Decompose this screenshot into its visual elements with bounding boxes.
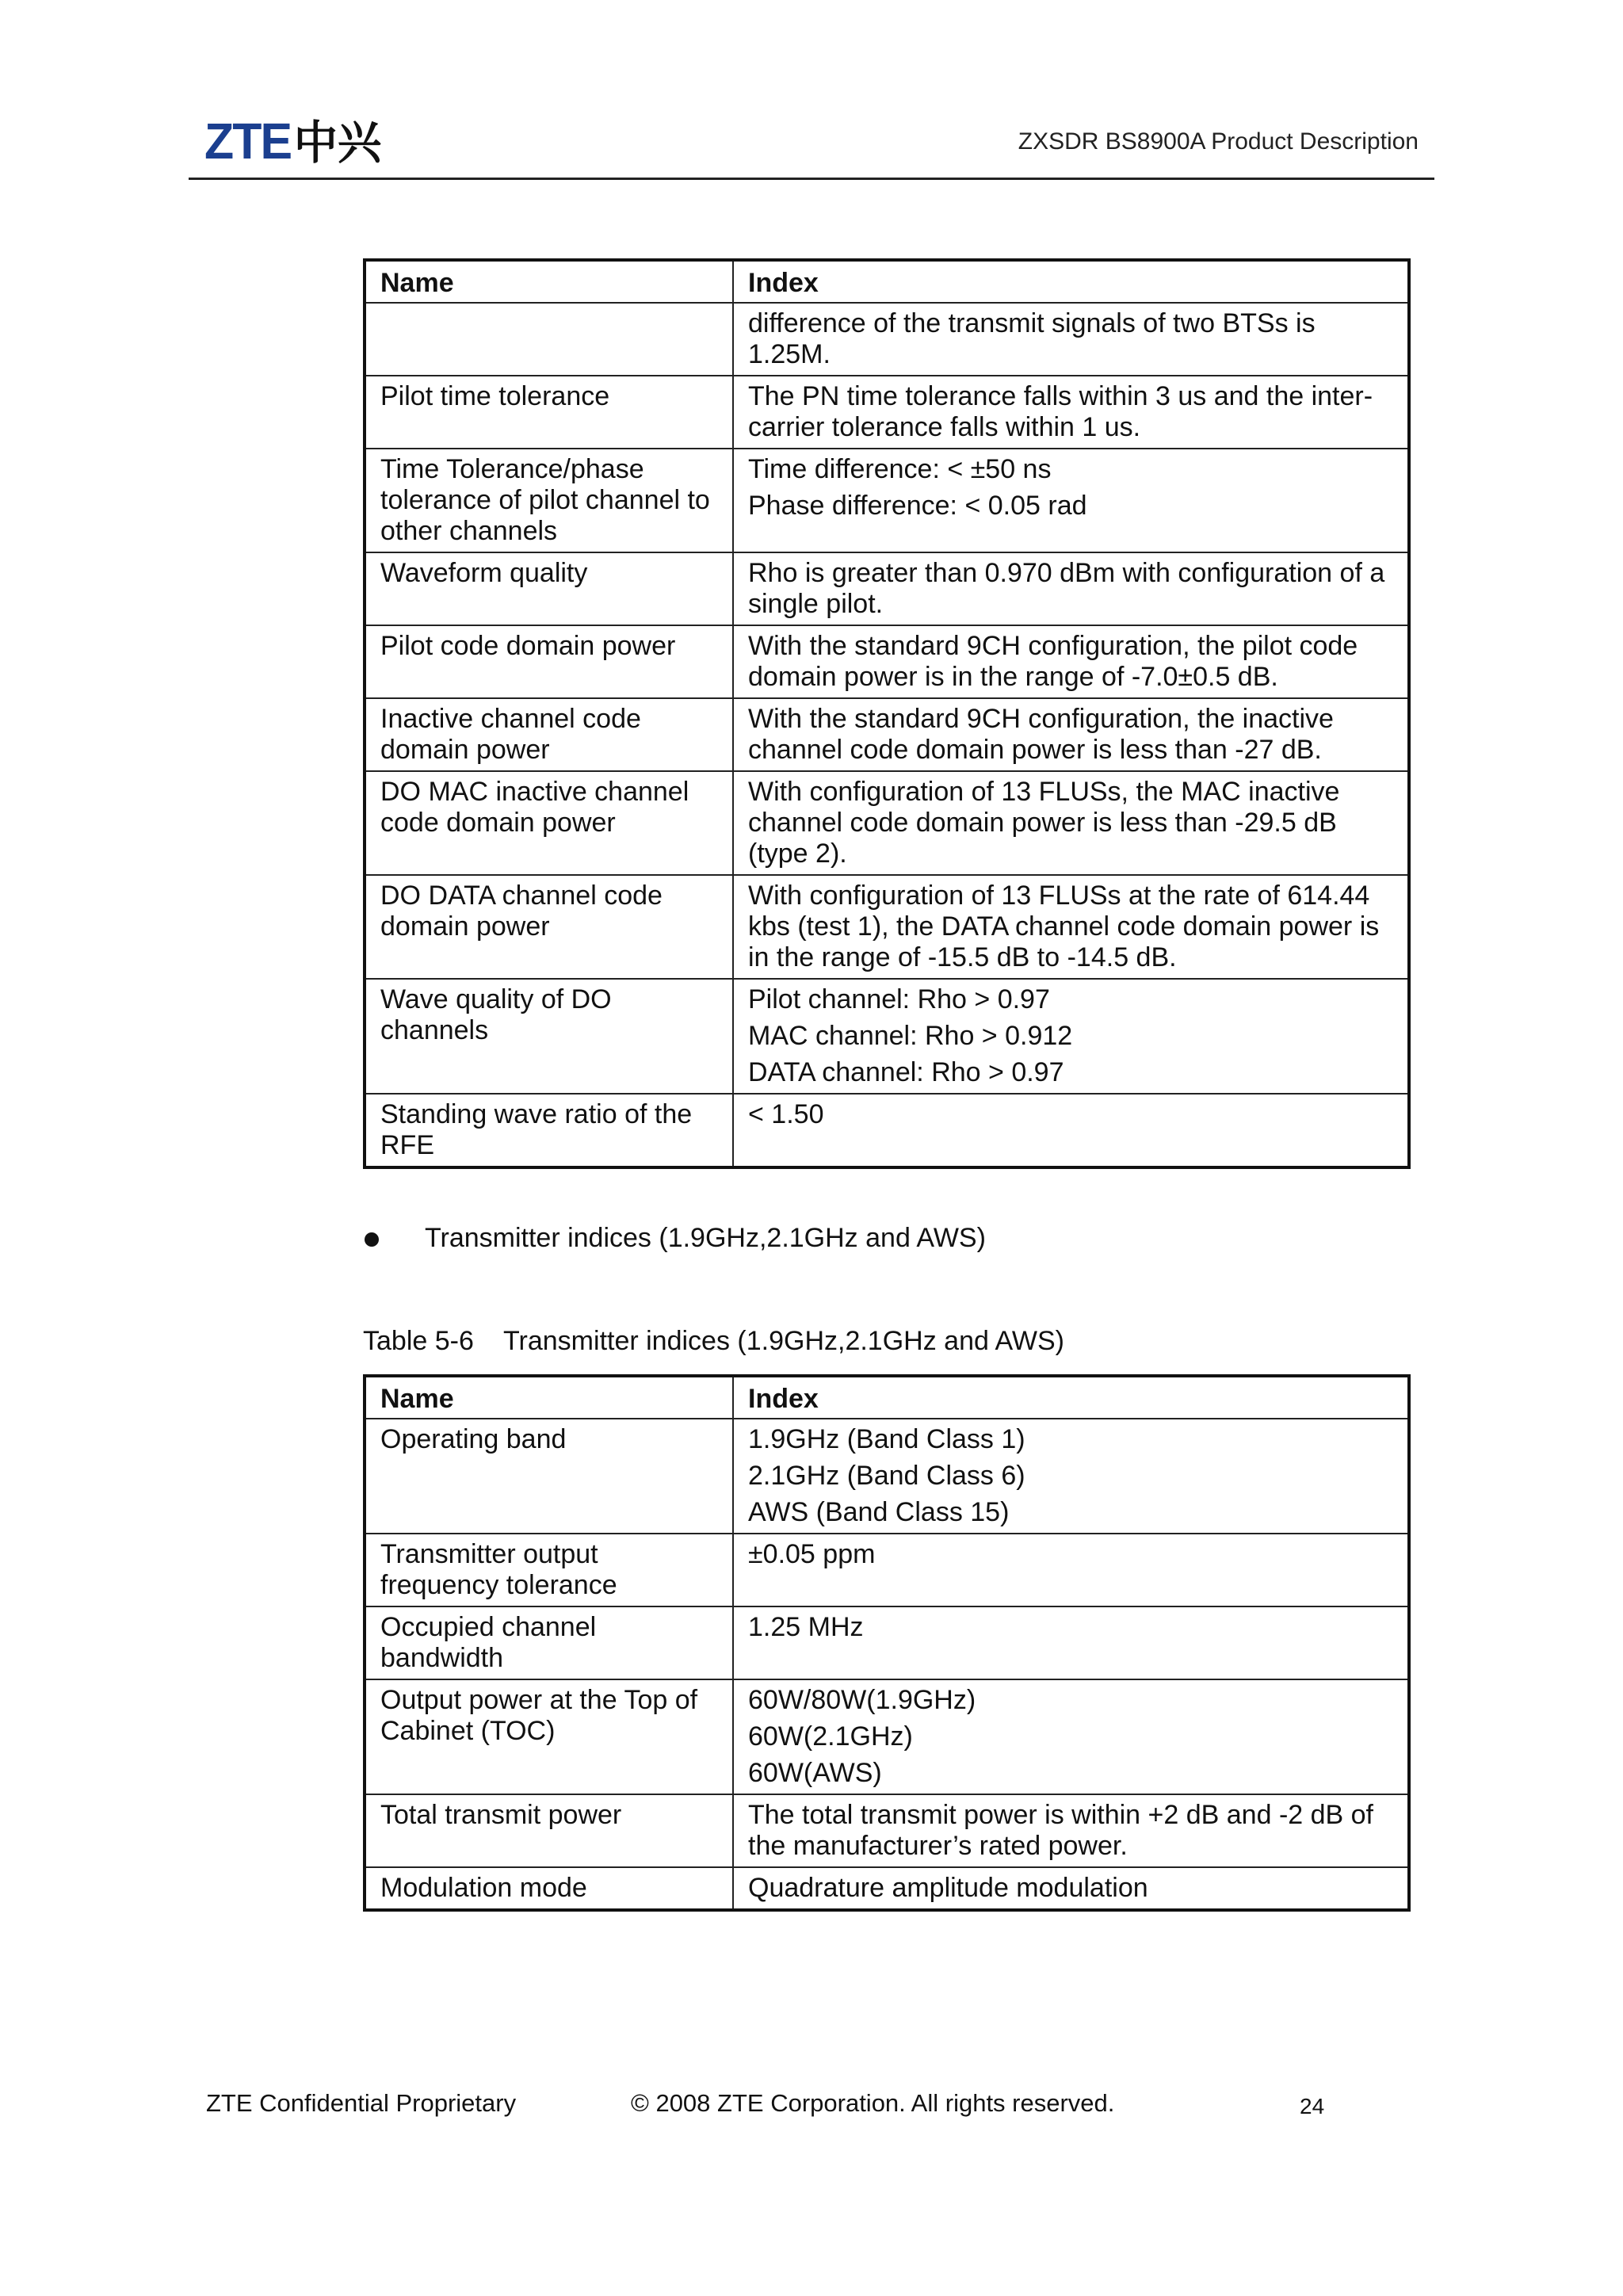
cell-index-line: Rho is greater than 0.970 dBm with configuration of a single pilot. xyxy=(748,558,1385,619)
cell-index xyxy=(733,875,1409,979)
cell-name: Output power at the Top of Cabinet (TOC) xyxy=(365,1679,733,1794)
cell-index xyxy=(733,303,1409,376)
cell-index xyxy=(733,979,1409,1094)
cell-index xyxy=(733,376,1409,449)
table-row xyxy=(365,552,1409,625)
cell-index-line: The PN time tolerance falls within 3 us and the inter-carrier tolerance falls within 1 us. xyxy=(748,381,1373,442)
column-header-name: Name xyxy=(365,1376,733,1419)
cell-name: DO MAC inactive channel code domain power xyxy=(365,771,733,875)
cell-index xyxy=(733,771,1409,875)
column-header-index: Index xyxy=(733,260,1409,303)
table-row xyxy=(365,625,1409,698)
table-row xyxy=(365,1094,1409,1167)
cell-index-line: With the standard 9CH configuration, the pilot code domain power is in the range of -7.0±0.5 dB. xyxy=(748,631,1358,692)
cell-name: Time Tolerance/phase tolerance of pilot channel to other channels xyxy=(365,449,733,552)
column-header-name: Name xyxy=(365,260,733,303)
cell-index-line: ±0.05 ppm xyxy=(748,1539,876,1569)
table-row xyxy=(365,1419,1409,1534)
table-header-row xyxy=(365,260,1409,303)
cell-name: Pilot time tolerance xyxy=(365,376,733,449)
column-header-index: Index xyxy=(733,1376,1409,1419)
footer-copyright: © 2008 ZTE Corporation. All rights reserved. xyxy=(631,2089,1115,2117)
cell-index xyxy=(733,1534,1409,1606)
cell-name: Operating band xyxy=(365,1419,733,1534)
bullet-icon xyxy=(365,1232,379,1247)
cell-name: Total transmit power xyxy=(365,1794,733,1867)
zte-logo xyxy=(204,113,382,170)
cell-index xyxy=(733,1094,1409,1167)
cell-index xyxy=(733,698,1409,771)
document-title: ZXSDR BS8900A Product Description xyxy=(1018,128,1419,155)
cell-name: Standing wave ratio of the RFE xyxy=(365,1094,733,1167)
cell-index-line: 60W/80W(1.9GHz) xyxy=(748,1685,976,1715)
cell-index xyxy=(733,1606,1409,1679)
table-body xyxy=(365,1419,1409,1910)
cell-name: Modulation mode xyxy=(365,1867,733,1910)
page-number: 24 xyxy=(1300,2094,1325,2118)
cell-index xyxy=(733,1794,1409,1867)
transmitter-indices-table xyxy=(363,1374,1411,1912)
cell-name: Inactive channel code domain power xyxy=(365,698,733,771)
page-header xyxy=(189,109,1434,180)
cell-index-line: 60W(AWS) xyxy=(748,1758,882,1788)
cell-name: Waveform quality xyxy=(365,552,733,625)
cell-name: Wave quality of DO channels xyxy=(365,979,733,1094)
cell-index-line: DATA channel: Rho > 0.97 xyxy=(748,1057,1064,1087)
cell-name xyxy=(365,303,733,376)
table-row xyxy=(365,1534,1409,1606)
cell-index-line: With configuration of 13 FLUSs at the rate of 614.44 kbs (test 1), the DATA channel code domain power is in the range of -15.5 dB to -14.5 dB. xyxy=(748,881,1380,972)
cell-name: Transmitter output frequency tolerance xyxy=(365,1534,733,1606)
cell-index-line: With configuration of 13 FLUSs, the MAC inactive channel code domain power is less than -29.5 dB (type 2). xyxy=(748,777,1340,869)
cell-name: Pilot code domain power xyxy=(365,625,733,698)
cell-index-line: The total transmit power is within +2 dB and -2 dB of the manufacturer’s rated power. xyxy=(748,1800,1374,1861)
cell-index-line: difference of the transmit signals of two BTSs is 1.25M. xyxy=(748,308,1316,369)
cell-index-line: Phase difference: < 0.05 rad xyxy=(748,491,1087,521)
cell-index-line: Pilot channel: Rho > 0.97 xyxy=(748,984,1050,1014)
table-header-row xyxy=(365,1376,1409,1419)
cell-index xyxy=(733,1419,1409,1534)
table-row xyxy=(365,1867,1409,1910)
logo-text: ZTE xyxy=(204,113,292,170)
cell-index xyxy=(733,552,1409,625)
table-row xyxy=(365,771,1409,875)
table-row xyxy=(365,875,1409,979)
spec-table-continued xyxy=(363,258,1411,1169)
cell-index-line: < 1.50 xyxy=(748,1099,824,1129)
table-row xyxy=(365,1679,1409,1794)
table-row xyxy=(365,303,1409,376)
cell-index-line: AWS (Band Class 15) xyxy=(748,1497,1010,1527)
table-row xyxy=(365,376,1409,449)
table-row xyxy=(365,1606,1409,1679)
cell-index-line: Time difference: < ±50 ns xyxy=(748,454,1052,484)
cell-index xyxy=(733,449,1409,552)
cell-index-line: 1.9GHz (Band Class 1) xyxy=(748,1424,1025,1454)
cell-index xyxy=(733,625,1409,698)
footer-confidential: ZTE Confidential Proprietary xyxy=(206,2089,517,2117)
logo-cn-text: 中兴 xyxy=(293,117,382,169)
cell-index-line: MAC channel: Rho > 0.912 xyxy=(748,1021,1073,1051)
table-row xyxy=(365,979,1409,1094)
cell-index-line: 60W(2.1GHz) xyxy=(748,1721,913,1752)
table-row xyxy=(365,1794,1409,1867)
cell-index-line: Quadrature amplitude modulation xyxy=(748,1873,1148,1903)
cell-name: DO DATA channel code domain power xyxy=(365,875,733,979)
cell-index-line: With the standard 9CH configuration, the inactive channel code domain power is less than -27 dB. xyxy=(748,704,1334,765)
cell-index-line: 2.1GHz (Band Class 6) xyxy=(748,1461,1025,1491)
table-row xyxy=(365,449,1409,552)
bullet-text: Transmitter indices (1.9GHz,2.1GHz and AWS) xyxy=(425,1223,986,1253)
table-body xyxy=(365,303,1409,1167)
cell-name: Occupied channel bandwidth xyxy=(365,1606,733,1679)
table-caption: Table 5-6 Transmitter indices (1.9GHz,2.1GHz and AWS) xyxy=(363,1326,1064,1356)
table-row xyxy=(365,698,1409,771)
cell-index xyxy=(733,1679,1409,1794)
cell-index-line: 1.25 MHz xyxy=(748,1612,864,1642)
cell-index xyxy=(733,1867,1409,1910)
